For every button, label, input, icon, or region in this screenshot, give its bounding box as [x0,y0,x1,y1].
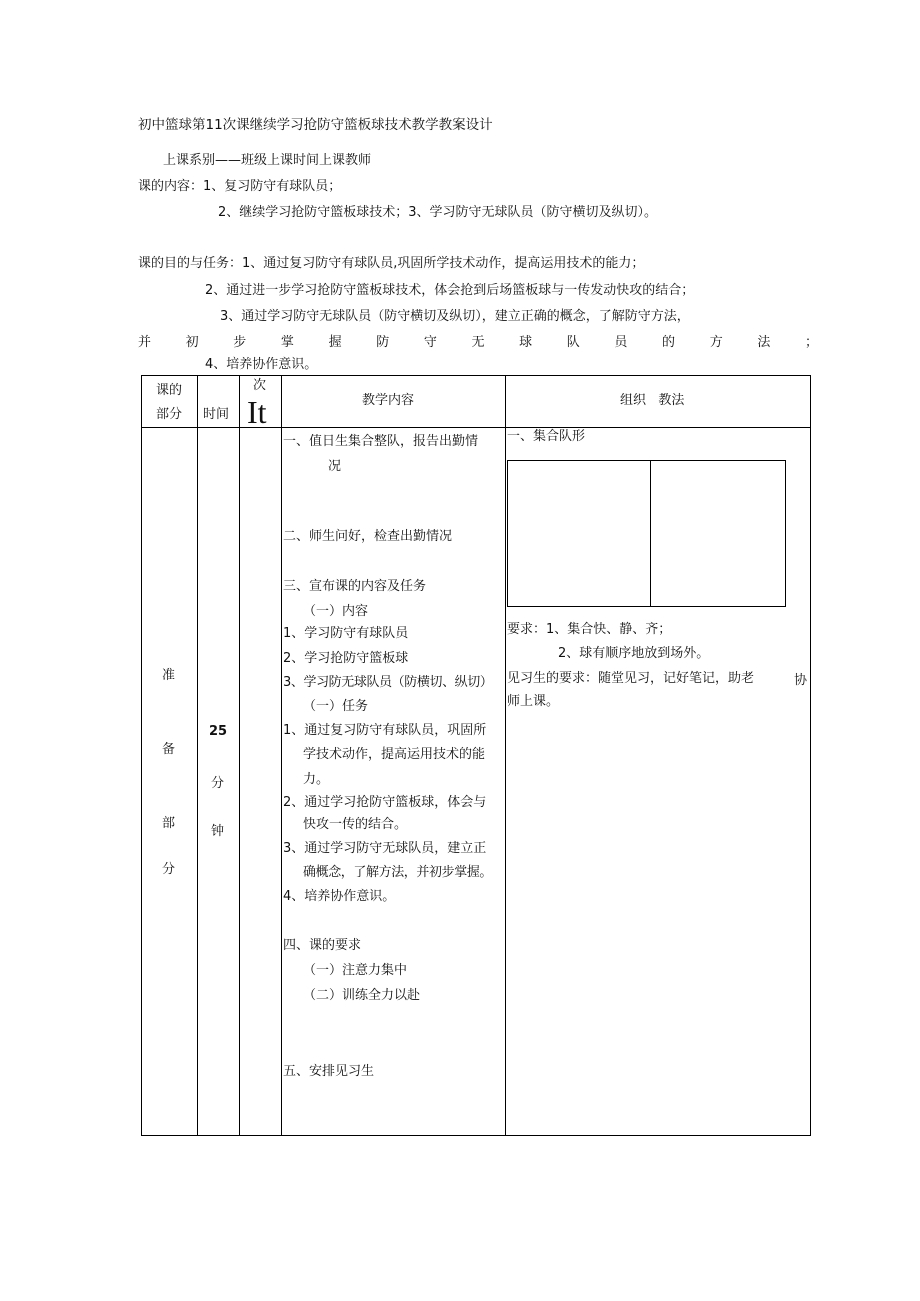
method-requirement-1: 要求：1、集合快、静、齐； [507,622,672,637]
goal-line-3: 3、通过学习防守无球队员（防守横切及纵切），建立正确的概念，了解防守方法， [220,309,690,324]
goal-line-3-continued: 并 初 步 掌 握 防 守 无 球 队 员 的 方 法 ； [138,335,818,350]
header-count-line-2: It [247,394,267,430]
lesson-content-line-2: 2、继续学习抢防守篮板球技术；3、学习防守无球队员（防守横切及纵切）。 [218,205,658,220]
lesson-content-line-1: 课的内容：1、复习防守有球队员； [138,179,342,194]
part-char: 部 [162,816,176,831]
time-unit: 分 [211,776,225,791]
method-requirement-2: 2、球有顺序地放到场外。 [558,646,710,661]
content-line: （二）训练全力以赴 [303,988,421,1003]
goal-line-4: 4、培养协作意识。 [205,357,318,372]
content-line: 1、通过复习防守有球队员，巩固所 [283,723,487,738]
meta-line: 上课系别——班级上课时间上课教师 [163,153,372,168]
observer-requirement-side: 协 [794,673,808,688]
header-part-line-2: 部分 [156,407,183,422]
content-line: 四、课的要求 [283,938,362,953]
content-line: 2、学习抢防守篮板球 [283,651,409,666]
content-line: 学技术动作，提高运用技术的能 [303,747,486,762]
content-line: 3、学习防无球队员（防横切、纵切） [283,675,493,690]
header-count-line-1: 次 [253,378,267,393]
header-part-line-1: 课的 [156,383,183,398]
observer-requirement-cont: 师上课。 [507,694,560,709]
content-line: （一）内容 [303,604,369,619]
header-time: 时间 [203,407,230,422]
content-line: （一）注意力集中 [303,963,408,978]
observer-requirement: 见习生的要求：随堂见习，记好笔记，助老 [507,671,755,686]
content-line: 二、师生问好，检查出勤情况 [283,529,453,544]
time-value: 25 [209,724,228,739]
part-char: 分 [162,862,176,877]
content-line: 4、培养协作意识。 [283,889,396,904]
content-line: 三、宣布课的内容及任务 [283,579,427,594]
formation-diagram [507,460,786,607]
part-char: 准 [162,668,176,683]
content-line: 况 [328,459,342,474]
header-method: 组织 教法 [620,393,685,408]
content-line: 一、值日生集合整队，报告出勤情 [283,434,479,449]
content-line: 1、学习防守有球队员 [283,626,409,641]
time-unit: 钟 [211,824,225,839]
goal-line-2: 2、通过进一步学习抢防守篮板球技术，体会抢到后场篮板球与一传发动快攻的结合； [205,283,695,298]
goal-line-1: 课的目的与任务：1、通过复习防守有球队员,巩固所学技术动作，提高运用技术的能力； [138,256,645,271]
content-line: 力。 [303,772,330,787]
document-title: 初中篮球第11次课继续学习抢防守篮板球技术教学教案设计 [138,117,493,133]
method-formation: 一、集合队形 [507,429,586,444]
content-line: 2、通过学习抢防守篮板球，体会与 [283,795,487,810]
content-line: 快攻一传的结合。 [303,817,408,832]
content-line: （一）任务 [303,699,369,714]
header-content: 教学内容 [362,393,415,408]
content-line: 五、安排见习生 [283,1064,375,1079]
part-char: 备 [162,742,176,757]
content-line: 3、通过学习防守无球队员，建立正 [283,841,487,856]
content-line: 确概念，了解方法，并初步掌握。 [303,865,493,880]
